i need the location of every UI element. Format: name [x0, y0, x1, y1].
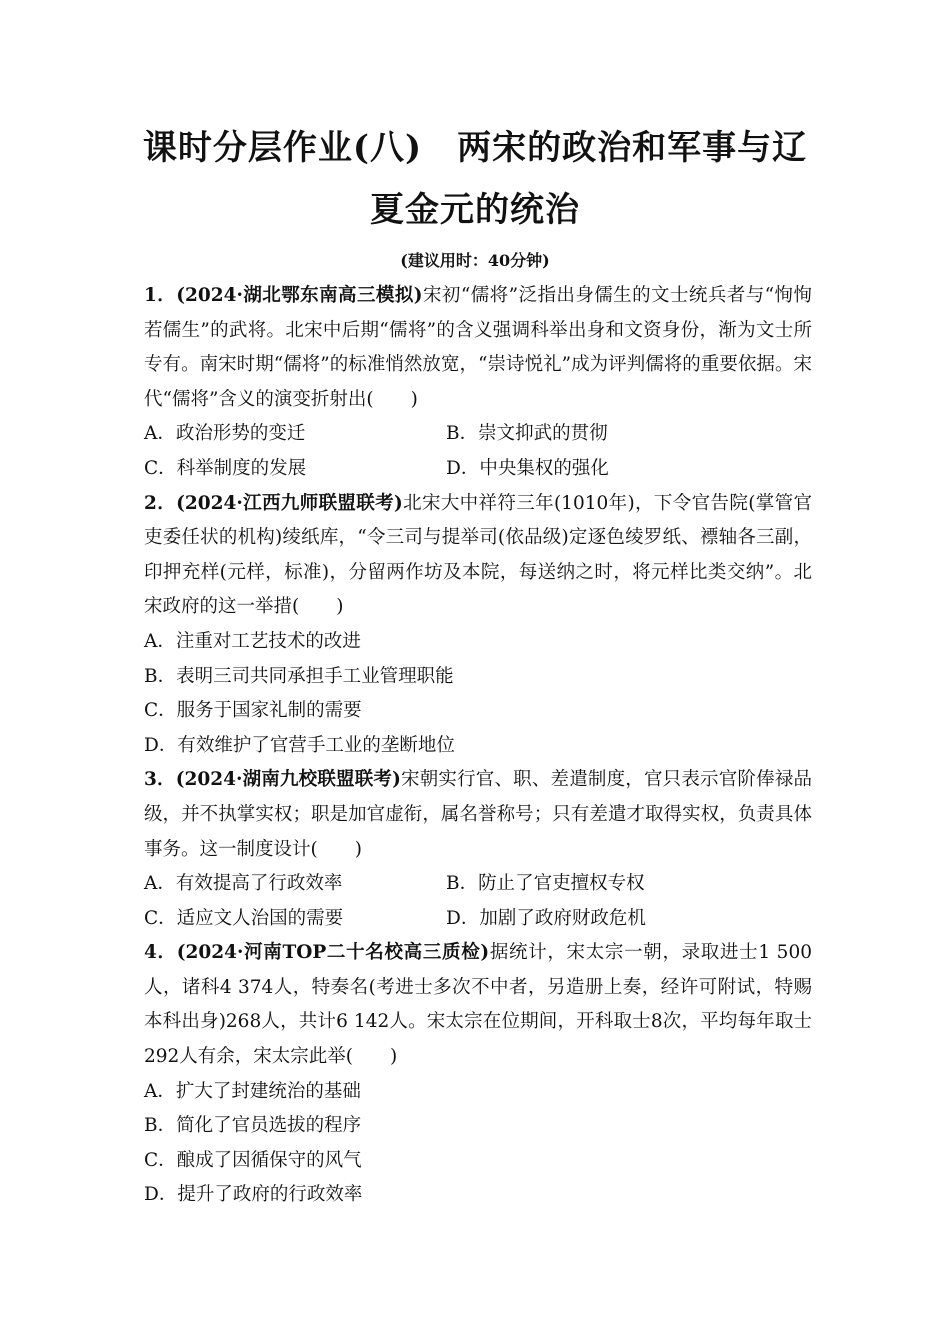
option-row: [144, 417, 812, 452]
option-text: 政治形势的变迁: [175, 423, 306, 445]
question-list: [144, 279, 812, 1213]
option-row: [144, 452, 812, 487]
option-text: 表明三司共同承担手工业管理职能: [176, 665, 454, 687]
option-label: A．: [144, 1080, 176, 1102]
option-c[interactable]: [144, 902, 446, 937]
question-text: 宋朝实行官、职、差遣制度，官只表示官阶俸禄品级，并不执掌实权；职是加官虚衔，属名誉称号；只有差遣才取得实权，负责具体事务。这一制度设计( ): [144, 769, 812, 860]
option-label: B．: [144, 1115, 177, 1137]
option-text: 扩大了封建统治的基础: [175, 1080, 361, 1102]
page-title-line-1: 课时分层作业(八) 两宋的政治和军事与辽: [142, 128, 808, 168]
page-title-line-2: 夏金元的统治: [370, 190, 580, 230]
option-text: 提升了政府的行政效率: [177, 1184, 363, 1206]
option-label: A．: [144, 873, 176, 895]
option-text: 酿成了因循保守的风气: [176, 1149, 362, 1171]
option-text: 注重对工艺技术的改进: [175, 630, 361, 652]
question-text: 据统计，宋太宗一朝，录取进士1 500人，诸科4 374人，特奏名(考进士多次不中者，另造册上奏，经许可附试，特赐本科出身)268人，共计6 142人。宋太宗在位期间，开科取士8次，平均每年取士292人有余，宋太宗此举( ): [144, 942, 812, 1068]
option-label: A．: [144, 630, 176, 652]
option-text: 有效提高了行政效率: [175, 873, 343, 895]
option-a[interactable]: [144, 1075, 812, 1110]
option-label: C．: [144, 907, 177, 929]
option-label: A．: [144, 423, 176, 445]
question-2: [144, 487, 812, 764]
option-label: C．: [144, 1149, 177, 1171]
option-d[interactable]: [446, 902, 748, 937]
option-label: C．: [144, 457, 177, 479]
option-label: D．: [446, 907, 480, 929]
option-a[interactable]: [144, 867, 446, 902]
option-d[interactable]: [144, 729, 812, 764]
option-row: [144, 902, 812, 937]
option-c[interactable]: [144, 1144, 812, 1179]
question-number: 1．: [144, 285, 177, 306]
question-1: [144, 279, 812, 487]
question-stem: [144, 279, 812, 417]
option-text: 中央集权的强化: [479, 457, 609, 479]
question-stem: [144, 936, 812, 1074]
question-source: (2024·湖北鄂东南高三模拟): [176, 285, 423, 306]
question-number: 2．: [144, 492, 177, 514]
question-stem: [144, 763, 812, 867]
option-row: [144, 867, 812, 902]
option-text: 加剧了政府财政危机: [479, 907, 646, 929]
option-d[interactable]: [446, 452, 748, 487]
option-label: B．: [446, 423, 479, 445]
question-number: 4．: [144, 942, 177, 964]
question-4: [144, 936, 812, 1213]
option-label: B．: [446, 873, 479, 895]
question-source: (2024·湖南九校联盟联考): [175, 769, 401, 791]
option-label: D．: [144, 734, 178, 756]
question-text: 北宋大中祥符三年(1010年)，下令官告院(掌管官吏委任状的机构)绫纸库，“令三司与提举司(依品级)定逐色绫罗纸、褾轴各三副，印押充样(元样，标准)，分留两作坊及本院，每送纳之时，将元样比类交纳”。北宋政府的这一举措( ): [144, 492, 812, 618]
option-text: 崇文抑武的贯彻: [478, 423, 608, 445]
option-d[interactable]: [144, 1178, 812, 1213]
option-text: 服务于国家礼制的需要: [176, 700, 362, 722]
question-number: 3．: [144, 769, 176, 791]
option-text: 有效维护了官营手工业的垄断地位: [177, 734, 455, 756]
question-text: 宋初“儒将”泛指出身儒生的文士统兵者与“恂恂若儒生”的武将。北宋中后期“儒将”的含义强调科举出身和文资身份，渐为文士所专有。南宋时期“儒将”的标准悄然放宽，“崇诗悦礼”成为评判儒将的重要依据。宋代“儒将”含义的演变折射出( ): [144, 285, 812, 410]
question-source: (2024·江西九师联盟联考): [176, 492, 403, 514]
question-source: (2024·河南TOP二十名校高三质检): [176, 942, 490, 964]
option-label: C．: [144, 700, 177, 722]
option-b[interactable]: [446, 867, 748, 902]
option-text: 简化了官员选拔的程序: [176, 1115, 362, 1137]
option-text: 防止了官吏擅权专权: [478, 873, 645, 895]
option-c[interactable]: [144, 694, 812, 729]
suggested-time: (建议用时：40分钟): [400, 251, 550, 270]
option-text: 适应文人治国的需要: [176, 907, 344, 929]
option-a[interactable]: [144, 625, 812, 660]
option-label: D．: [144, 1184, 178, 1206]
option-label: B．: [144, 665, 177, 687]
option-text: 科举制度的发展: [176, 457, 307, 479]
question-stem: [144, 487, 812, 625]
option-label: D．: [446, 457, 480, 479]
option-b[interactable]: [446, 417, 748, 452]
option-a[interactable]: [144, 417, 446, 452]
option-b[interactable]: [144, 1109, 812, 1144]
option-b[interactable]: [144, 660, 812, 695]
question-3: [144, 763, 812, 936]
option-c[interactable]: [144, 452, 446, 487]
